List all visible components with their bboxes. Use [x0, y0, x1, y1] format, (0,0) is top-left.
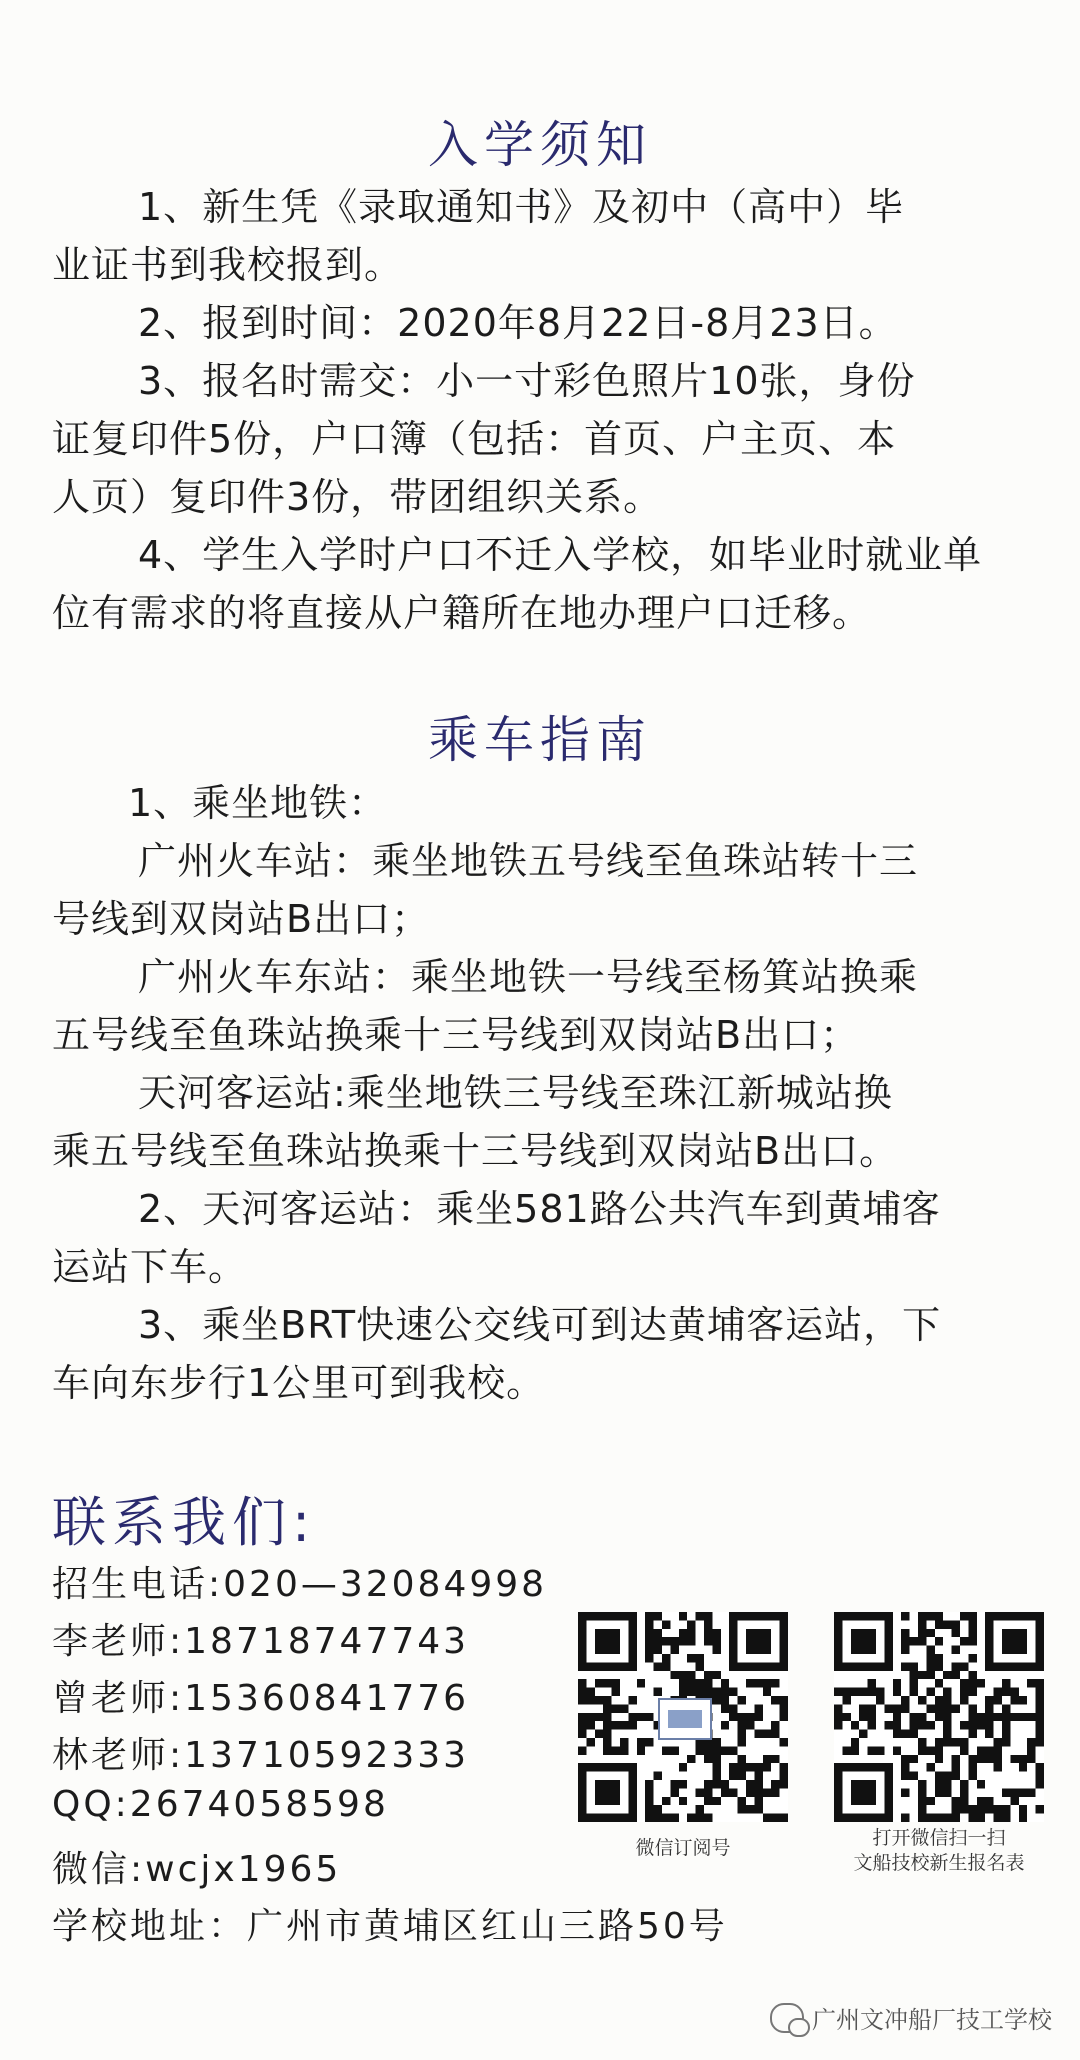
contact-teacher-lin: 林老师:13710592333	[52, 1735, 470, 1776]
admission-line: 1、新生凭《录取通知书》及初中（高中）毕	[138, 185, 905, 229]
transport-line: 运站下车。	[52, 1245, 248, 1289]
transport-line: 五号线至鱼珠站换乘十三号线到双岗站B出口；	[52, 1013, 860, 1057]
transport-line: 乘五号线至鱼珠站换乘十三号线到双岗站B出口。	[52, 1129, 899, 1173]
contact-qq: QQ:2674058598	[52, 1784, 389, 1825]
admission-line: 4、学生入学时户口不迁入学校，如毕业时就业单	[138, 533, 983, 577]
contact-teacher-zeng: 曾老师:15360841776	[52, 1678, 470, 1719]
admission-line: 位有需求的将直接从户籍所在地办理户口迁移。	[52, 591, 872, 635]
transport-line: 车向东步行1公里可到我校。	[52, 1361, 546, 1405]
admission-line: 2、报到时间：2020年8月22日-8月23日。	[138, 301, 898, 345]
wechat-icon	[770, 2003, 804, 2033]
transport-line: 2、天河客运站：乘坐581路公共汽车到黄埔客	[138, 1187, 941, 1231]
contact-teacher-li: 李老师:18718747743	[52, 1621, 470, 1662]
admission-title: 入学须知	[428, 116, 652, 174]
admission-line: 3、报名时需交：小一寸彩色照片10张，身份	[138, 359, 916, 403]
qr-code-icon	[834, 1612, 1044, 1822]
watermark-text: 广州文冲船厂技工学校	[812, 2006, 1052, 2034]
admission-line: 人页）复印件3份，带团组织关系。	[52, 475, 663, 519]
contact-address: 学校地址：广州市黄埔区红山三路50号	[52, 1906, 728, 1947]
contact-title: 联系我们:	[52, 1491, 317, 1554]
transport-line: 3、乘坐BRT快速公交线可到达黄埔客运站，下	[138, 1303, 942, 1347]
admission-line: 业证书到我校报到。	[52, 243, 404, 287]
transport-line: 1、乘坐地铁：	[128, 781, 388, 825]
qr-caption-subscription	[578, 1836, 788, 1861]
qr-logo-icon	[658, 1698, 712, 1740]
contact-phone: 招生电话:020—32084998	[52, 1564, 548, 1605]
transport-line: 广州火车站：乘坐地铁五号线至鱼珠站转十三	[138, 839, 919, 883]
qr-caption-line: 文船技校新生报名表	[853, 1852, 1025, 1874]
watermark	[770, 2000, 1052, 2035]
contact-wechat: 微信:wcjx1965	[52, 1849, 342, 1890]
qr-code-icon	[578, 1612, 788, 1822]
transport-line: 天河客运站:乘坐地铁三号线至珠江新城站换	[138, 1071, 893, 1115]
transport-title: 乘车指南	[428, 711, 652, 769]
qr-caption-registration	[814, 1826, 1064, 1876]
admission-line: 证复印件5份，户口簿（包括：首页、户主页、本	[52, 417, 897, 461]
transport-line: 号线到双岗站B出口；	[52, 897, 431, 941]
qr-caption-line: 打开微信扫一扫	[872, 1827, 1006, 1849]
qr-caption-line: 微信订阅号	[635, 1837, 731, 1859]
transport-line: 广州火车东站：乘坐地铁一号线至杨箕站换乘	[138, 955, 919, 999]
